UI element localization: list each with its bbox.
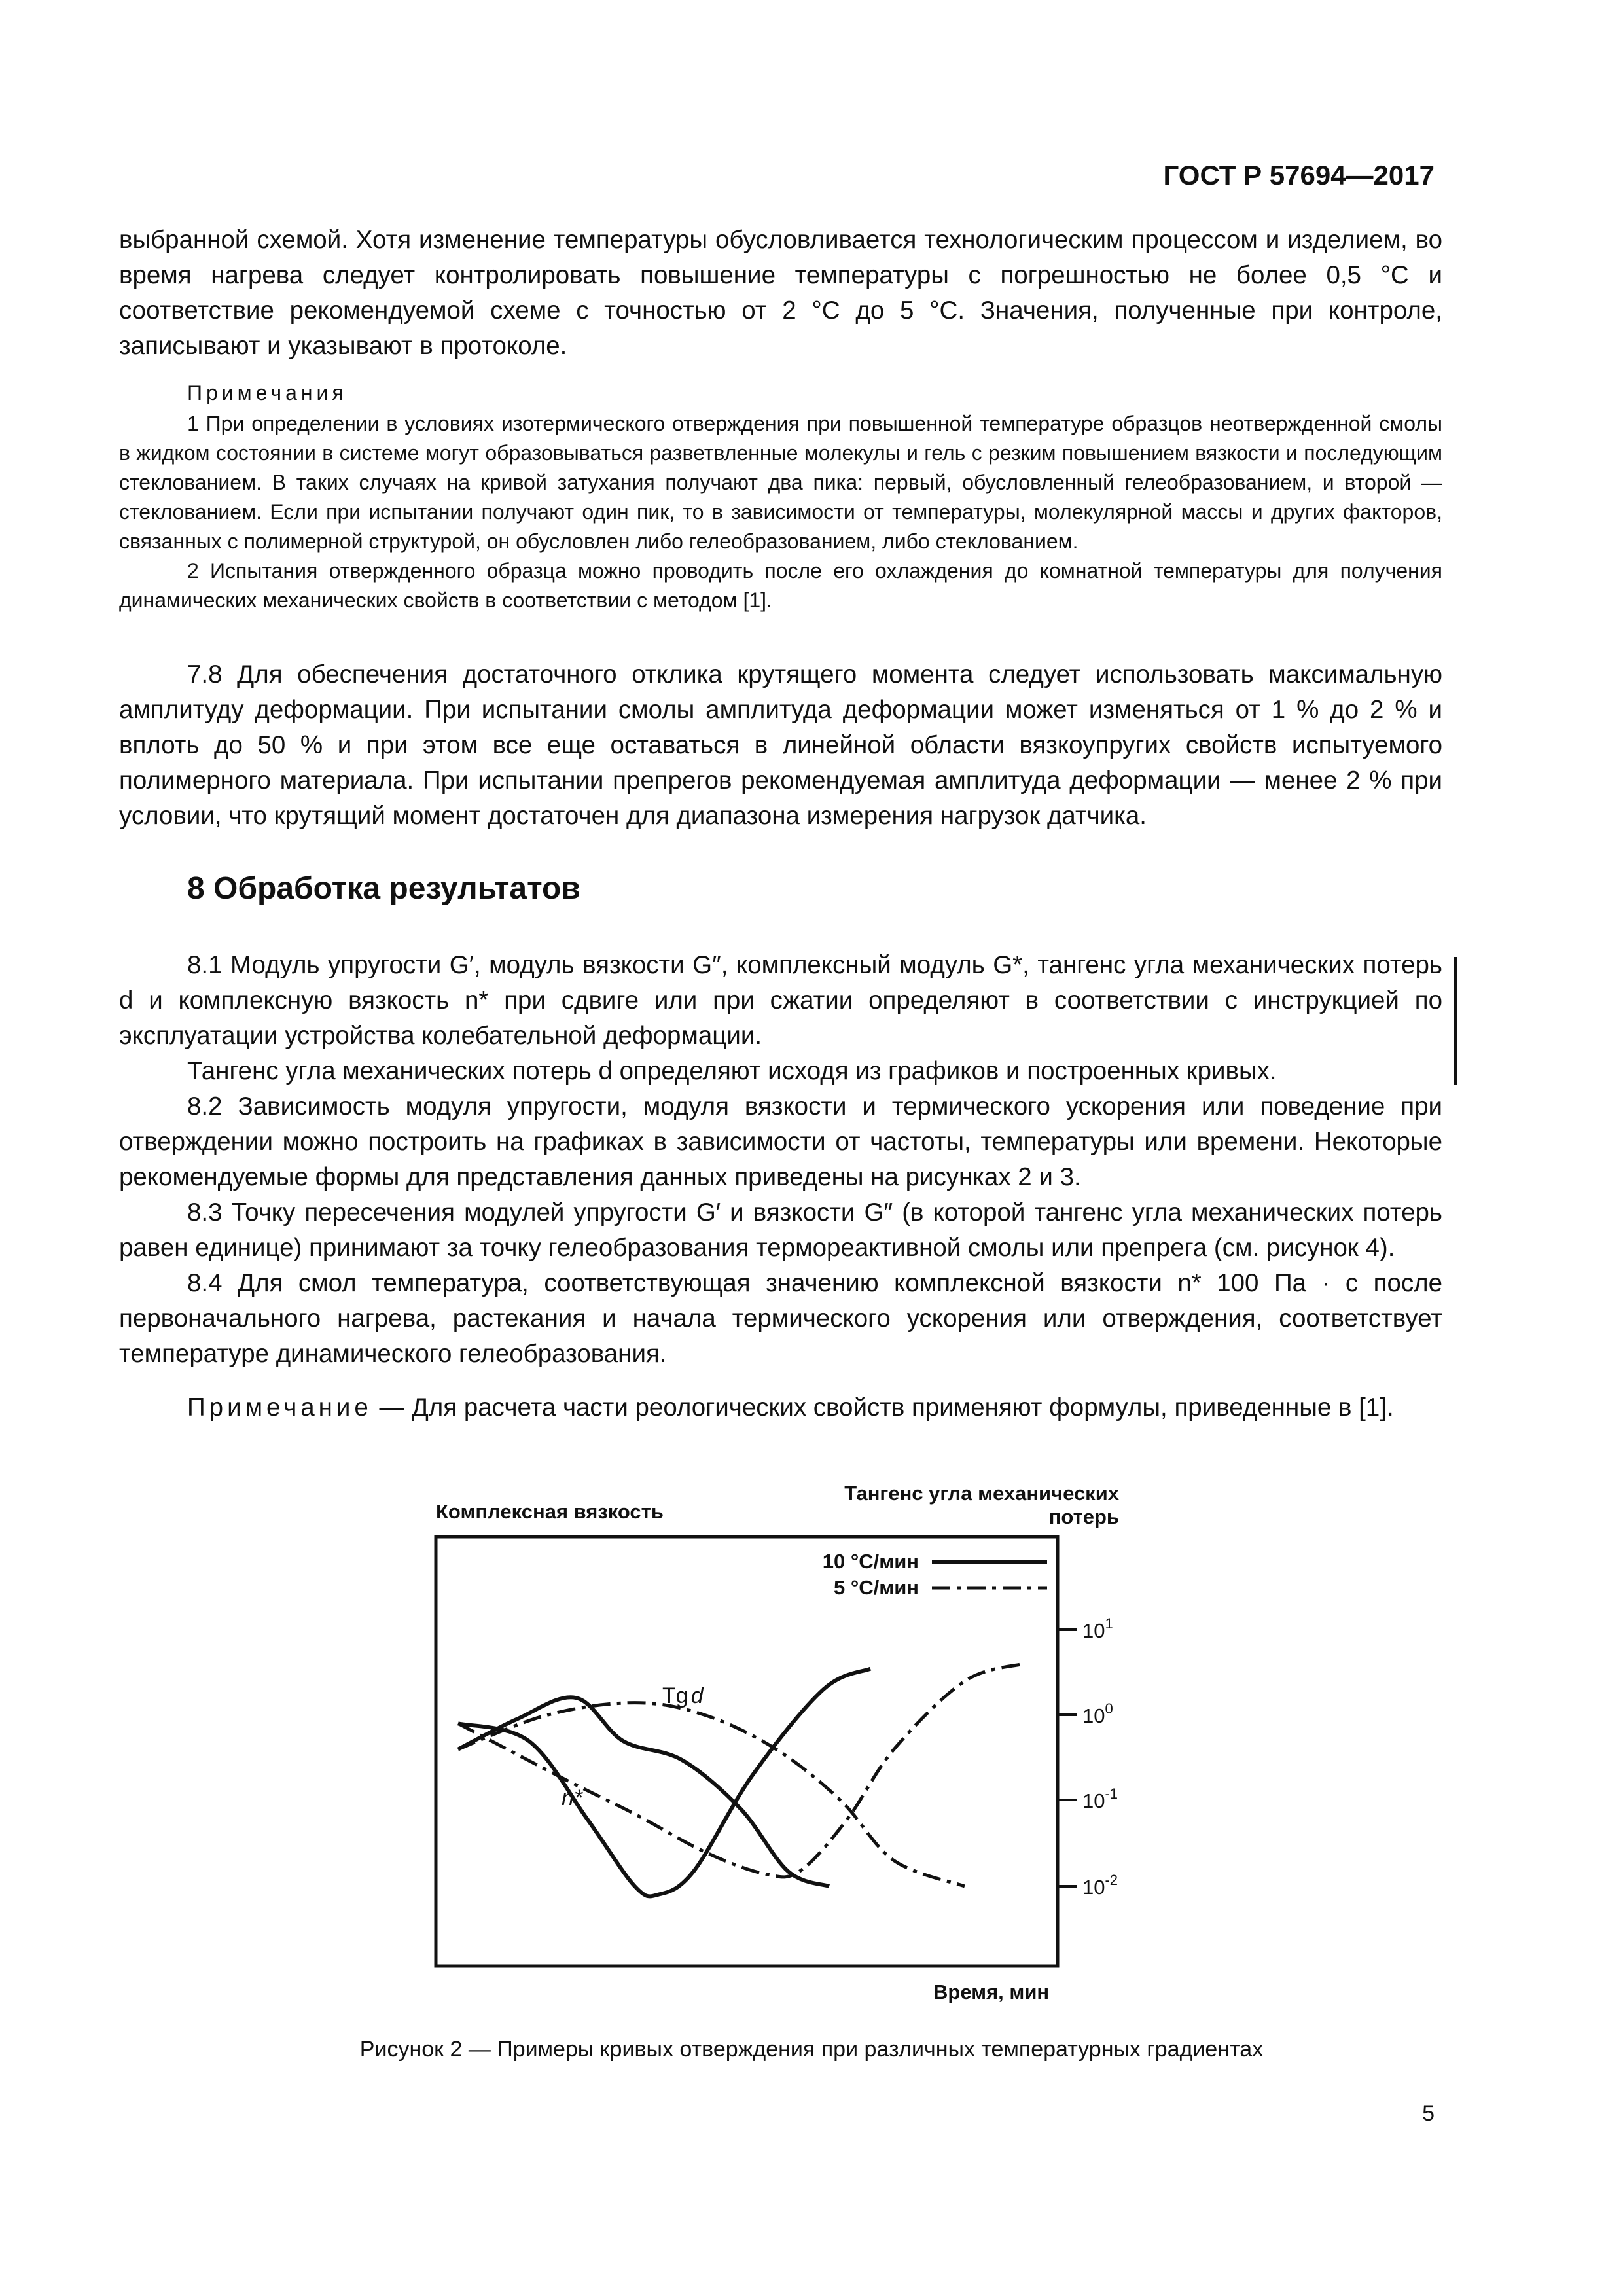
page-number: 5	[1422, 2101, 1435, 2126]
paragraph-8-4: 8.4 Для смол температура, соответствующая значению комплексной вязкости n* 100 Па · с после первоначального нагрева, растекания и начала термического ускорения или отверждения, соответствует температуре динамического гелеобразования.	[119, 1269, 1442, 1368]
tick-label-1: $10^1$	[1082, 1615, 1113, 1642]
series-line-2	[458, 1703, 965, 1886]
legend	[823, 1550, 1047, 1599]
curves	[458, 1664, 1024, 1896]
section-8-title: 8 Обработка результатов	[187, 871, 580, 906]
chart-left-label: Комплексная вязкость	[436, 1500, 664, 1523]
paragraph-8-1: 8.1 Модуль упругости G′, модуль вязкости G″, комплексный модуль G*, тангенс угла механических потерь d и комплексную вязкость n* при сдвиге или при сжатии определяют в соответствии с инструкцией по эксплуатации устройства колебательной деформации.	[119, 951, 1442, 1050]
chart-x-label: Время, мин	[933, 1981, 1050, 2003]
tg-label: Tg d	[662, 1683, 704, 1708]
note-label: Примечание	[187, 1393, 372, 1422]
intro-paragraph: выбранной схемой. Хотя изменение температуры обусловливается технологическим процессом и изделием, во время нагрева следует контролировать повышение температуры с погрешностью не более 0,5 °С и соответствие рекомендуемой схеме с точностью от 2 °С до 5 °С. Значения, полученные при контроле, записывают и указывают в протоколе.	[119, 226, 1442, 360]
notes-heading: Примечания	[187, 381, 348, 404]
plot-frame	[436, 1537, 1058, 1966]
note-1: 1 При определении в условиях изотермического отверждения при повышенной температуре образцов неотвержденной смолы в жидком состоянии в системе могут образовываться разветвленные молекулы и гель с резким повышением вязкости и последующим стеклованием. В таких случаях на кривой затухания получают два пика: первый, обусловленный гелеобразованием, и второй — стеклованием. Если при испытании получают один пик, то в зависимости от температуры, молекулярной массы и других факторов, связанных с полимерной структурой, он обусловлен либо гелеобразованием, либо стеклованием.	[119, 412, 1442, 553]
legend-label-10: 10 °С/мин	[822, 1550, 919, 1573]
paragraph-8-3: 8.3 Точку пересечения модулей упругости G′ и вязкости G″ (в которой тангенс угла механических потерь равен единице) принимают за точку гелеобразования термореактивной смолы или препрега (см. рисунок 4).	[119, 1198, 1442, 1262]
chart-right-label: Тангенс угла механических потерь	[844, 1482, 1119, 1528]
paragraph-8-2: 8.2 Зависимость модуля упругости, модуля вязкости и термического ускорения или поведение при отверждении можно построить на графиках в зависимости от частоты, температуры или времени. Некоторые рекомендуемые формы для представления данных приведены на рисунках 2 и 3.	[119, 1092, 1442, 1191]
legend-label-5: 5 °С/мин	[834, 1576, 919, 1599]
series-line-3	[458, 1664, 1024, 1877]
right-axis	[1058, 1615, 1118, 1899]
note-text: — Для расчета части реологических свойств применяют формулы, приведенные в [1].	[372, 1393, 1394, 1422]
paragraph-8-1b: Тангенс угла механических потерь d определяют исходя из графиков и построенных кривых.	[187, 1057, 1277, 1085]
note-2: 2 Испытания отвержденного образца можно проводить после его охлаждения до комнатной температуры для получения динамических механических свойств в соответствии с методом [1].	[119, 559, 1442, 612]
tick-label-3: $10^{-1}$	[1082, 1785, 1118, 1812]
n-star-label: n*	[562, 1785, 583, 1810]
tick-label-2: $10^0$	[1082, 1700, 1113, 1727]
tick-label-4: $10^{-2}$	[1082, 1872, 1118, 1899]
document-id: ГОСТ Р 57694—2017	[1163, 160, 1435, 190]
figure-caption: Рисунок 2 — Примеры кривых отверждения при различных температурных градиентах	[359, 2037, 1264, 2062]
p-7-8-text: 7.8 Для обеспечения достаточного отклика крутящего момента следует использовать максимальную амплитуду деформации. При испытании смолы амплитуда деформации может изменяться от 1 % до 2 % и вплоть до 50 % и при этом все еще оставаться в линейной области вязкоупругих свойств испытуемого полимерного материала. При испытании препрегов рекомендуемая амплитуда деформации — менее 2 % при условии, что крутящий момент достаточен для диапазона измерения нагрузок датчика.	[119, 660, 1442, 830]
